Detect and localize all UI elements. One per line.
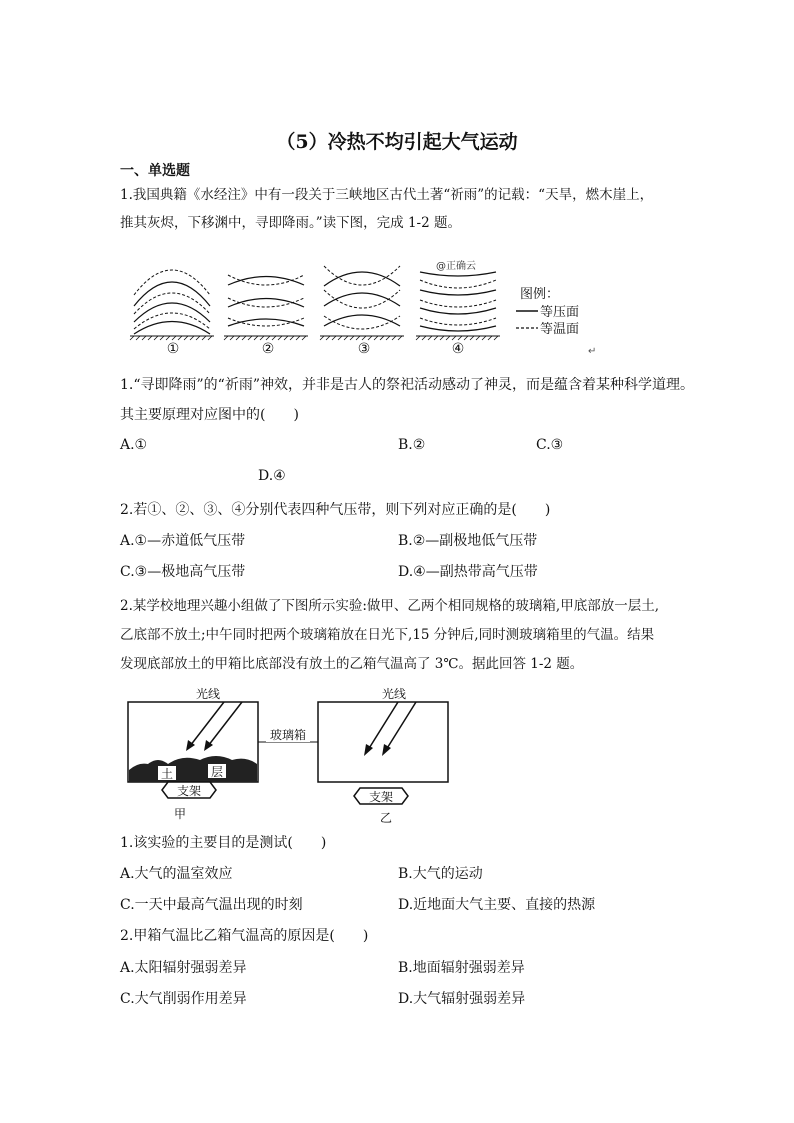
q1-sub2-option-c[interactable]: C.③—极地高气压带 <box>120 564 246 580</box>
light-label-a: 光线 <box>195 687 221 701</box>
q2-sub2-option-d[interactable]: D.大气辐射强弱差异 <box>398 991 526 1007</box>
page-title: （5）冷热不均引起大气运动 <box>276 131 518 153</box>
light-label-b: 光线 <box>381 687 407 701</box>
q2-sub2-stem: 2.甲箱气温比乙箱气温高的原因是( ) <box>120 928 369 944</box>
isobar-isotherm-figure <box>118 250 610 358</box>
q2-intro-line-2: 乙底部不放土;中午同时把两个玻璃箱放在日光下,15 分钟后,同时测玻璃箱里的气温。结果 <box>120 627 655 643</box>
q1-sub2-option-a[interactable]: A.①—赤道低气压带 <box>120 533 246 549</box>
legend-title: 图例： <box>520 287 560 302</box>
q2-intro-line-1: 2.某学校地理兴趣小组做了下图所示实验:做甲、乙两个相同规格的玻璃箱,甲底部放一层土, <box>120 598 660 614</box>
soil-label-1: 土 <box>160 767 174 781</box>
panel-label-3: ③ <box>357 341 371 357</box>
panel-2-diagram <box>228 275 304 326</box>
q2-intro-line-3: 发现底部放土的甲箱比底部没有放土的乙箱气温高了 3℃。据此回答 1-2 题。 <box>120 656 584 672</box>
watermark-text: @正确云 <box>436 261 476 272</box>
q2-sub1-option-d[interactable]: D.近地面大气主要、直接的热源 <box>398 897 596 913</box>
q2-sub1-option-b[interactable]: B.大气的运动 <box>398 866 483 882</box>
panel-4-diagram <box>420 272 496 331</box>
q2-sub2-option-c[interactable]: C.大气削弱作用差异 <box>120 991 247 1007</box>
q2-sub1-stem: 1.该实验的主要目的是测试( ) <box>120 835 327 851</box>
q1-sub2-stem: 2.若①、②、③、④分别代表四种气压带，则下列对应正确的是( ) <box>120 502 551 518</box>
q1-sub2-option-b[interactable]: B.②—副极地低气压带 <box>398 533 538 549</box>
q2-sub2-option-a[interactable]: A.太阳辐射强弱差异 <box>120 960 247 976</box>
q2-sub1-option-a[interactable]: A.大气的温室效应 <box>120 866 233 882</box>
q1-sub1-line-2: 其主要原理对应图中的( ) <box>120 407 299 423</box>
panel-3-diagram <box>324 266 400 329</box>
panel-label-4: ④ <box>451 341 465 357</box>
q1-sub1-option-a[interactable]: A.① <box>120 437 148 453</box>
glass-box-label: 玻璃箱 <box>269 728 307 742</box>
panel-label-2: ② <box>261 341 275 357</box>
panel-1-diagram <box>134 270 210 334</box>
panel-label-1: ① <box>166 341 180 357</box>
q1-sub1-option-d[interactable]: D.④ <box>258 468 286 484</box>
q1-sub2-option-d[interactable]: D.④—副热带高气压带 <box>398 564 538 580</box>
q1-sub1-line-1: 1.“寻即降雨”的“祈雨”神效，并非是古人的祭祀活动感动了神灵，而是蕴含着某种科学道理。 <box>120 377 694 393</box>
q1-intro-line-2: 推其灰烬，下移渊中，寻即降雨。”读下图，完成 1-2 题。 <box>120 215 461 231</box>
q2-sub2-option-b[interactable]: B.地面辐射强弱差异 <box>398 960 525 976</box>
return-mark: ↵ <box>588 346 597 357</box>
legend-isotherm-label: 等温面 <box>540 322 580 337</box>
q1-intro-line-1: 1.我国典籍《水经注》中有一段关于三峡地区古代土著“祈雨”的记载：“天旱，燃木崖上， <box>120 187 654 203</box>
glass-box-experiment-figure <box>124 684 454 826</box>
soil-label-2: 层 <box>210 765 224 779</box>
q1-sub1-option-b[interactable]: B.② <box>398 437 426 453</box>
box-a-label: 甲 <box>173 807 187 821</box>
stand-label-a: 支架 <box>176 784 202 798</box>
stand-label-b: 支架 <box>368 790 394 804</box>
box-b-label: 乙 <box>379 811 393 825</box>
q2-sub1-option-c[interactable]: C.一天中最高气温出现的时刻 <box>120 897 303 913</box>
section-heading: 一、单选题 <box>120 163 190 179</box>
q1-sub1-option-c[interactable]: C.③ <box>536 437 564 453</box>
glass-box-b <box>318 702 448 782</box>
legend-isobar-label: 等压面 <box>540 305 580 320</box>
